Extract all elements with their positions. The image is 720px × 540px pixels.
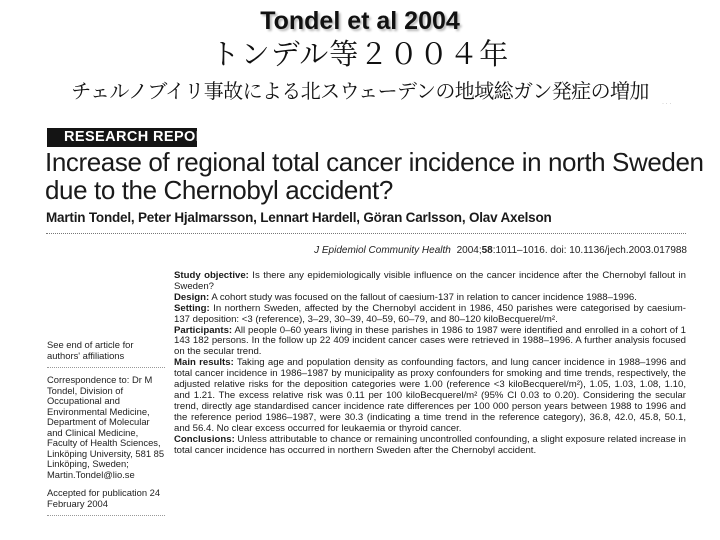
- abstract: [174, 271, 686, 456]
- abstract-section-setting: [174, 304, 686, 326]
- abstract-text: Taking age and population density as confounding factors, and lung cancer incidence in 1988–1996 and total cancer incidence in 1986–1987 by municipality as proxy confounders for smoking and time trends, respectively, the adjusted relative risks for the deposition categories were 1.00 (reference <3 kiloBecquerel/m²), 1.05, 1.03, 1.08, 1.10, and 1.21. The excess relative risk was 0.11 per 100 kiloBecquerel/m² (95% CI 0.03 to 0.20). Considering the secular trend, directly age standardised cancer incidence rate differences per 100 000 person years between 1988 to 1996 and the reference period 1986–1987, were 30.3 (indicating a time trend in the reference category), 36.8, 42.0, 45.8, 50.1, and 56.4. No clear excess occurred for leukaemia or thyroid cancer.: [174, 357, 686, 434]
- abstract-label: Setting:: [174, 302, 210, 314]
- abstract-section-conclusions: [174, 435, 686, 457]
- citation-pages-doi: :1011–1016. doi: 10.1136/jech.2003.017988: [492, 245, 687, 256]
- correspondence: Correspondence to: Dr M Tondel, Division of Occupational and Environmental Medicine, Department of Molecular and Clinical Medicine, Faculty of Health Sciences, Linköping University, 581 85 Linköping, Sweden; Martin.Tondel@lio.se: [47, 374, 165, 480]
- slide-subtitle-japanese: トンデル等２００４年: [210, 37, 510, 71]
- citation-volume: 58: [481, 245, 493, 256]
- dotted-divider: [46, 233, 686, 234]
- accepted-date: Accepted for publication 24 February 2004: [47, 487, 161, 509]
- citation-year: 2004;: [456, 245, 482, 256]
- abstract-label: Participants:: [174, 324, 233, 336]
- abstract-text: Unless attributable to chance or remaining uncontrolled confounding, a slight exposure related increase in total cancer incidence has occurred in northern Sweden after the Chernobyl accident.: [174, 433, 686, 456]
- abstract-text: All people 0–60 years living in these parishes in 1986 to 1987 were identified and enrolled in a cohort of 1 143 182 persons. In the follow up 22 409 incident cancer cases were retrieved in 1988–1996. A further analysis focused on the secular trend.: [174, 324, 686, 358]
- abstract-label: Study objective:: [174, 270, 249, 281]
- abstract-section-objective: [174, 271, 686, 293]
- section-banner: RESEARCH REPORT: [47, 128, 197, 147]
- abstract-text: In northern Sweden, affected by the Chernobyl accident in 1986, 450 parishes were categorised by caesium-137 deposition: <3 (reference), 3–29, 30–39, 40–59, 60–79, and 80–120 kiloBecquerel/m².: [174, 302, 686, 325]
- article-authors: Martin Tondel, Peter Hjalmarsson, Lennart Hardell, Göran Carlsson, Olav Axelson: [46, 210, 552, 225]
- dotted-divider: [47, 515, 165, 516]
- abstract-label: Design:: [174, 291, 210, 303]
- affiliations-note: See end of article for authors' affiliations: [47, 339, 134, 361]
- abstract-section-main-results: [174, 358, 686, 434]
- slide-caption-japanese: チェルノブイリ事故による北スウェーデンの地域総ガン発症の増加: [71, 79, 649, 103]
- journal-citation: [314, 245, 687, 256]
- dotted-divider: [47, 367, 165, 368]
- abstract-section-participants: [174, 326, 686, 359]
- abstract-text: Is there any epidemiologically visible influence on the cancer incidence after the Chernobyl fallout in Sweden?: [174, 270, 686, 292]
- article-sidebar: [47, 340, 165, 523]
- slide-title: Tondel et al 2004: [260, 7, 460, 35]
- tiny-mark: · · ·: [662, 101, 672, 107]
- abstract-label: Main results:: [174, 357, 234, 369]
- abstract-label: Conclusions:: [174, 433, 235, 445]
- article-title: Increase of regional total cancer incidence in north Sweden due to the Chernobyl accident?: [45, 147, 704, 205]
- journal-name: J Epidemiol Community Health: [314, 245, 451, 256]
- abstract-text: A cohort study was focused on the fallout of caesium-137 in relation to cancer incidence 1988–1996.: [209, 291, 637, 303]
